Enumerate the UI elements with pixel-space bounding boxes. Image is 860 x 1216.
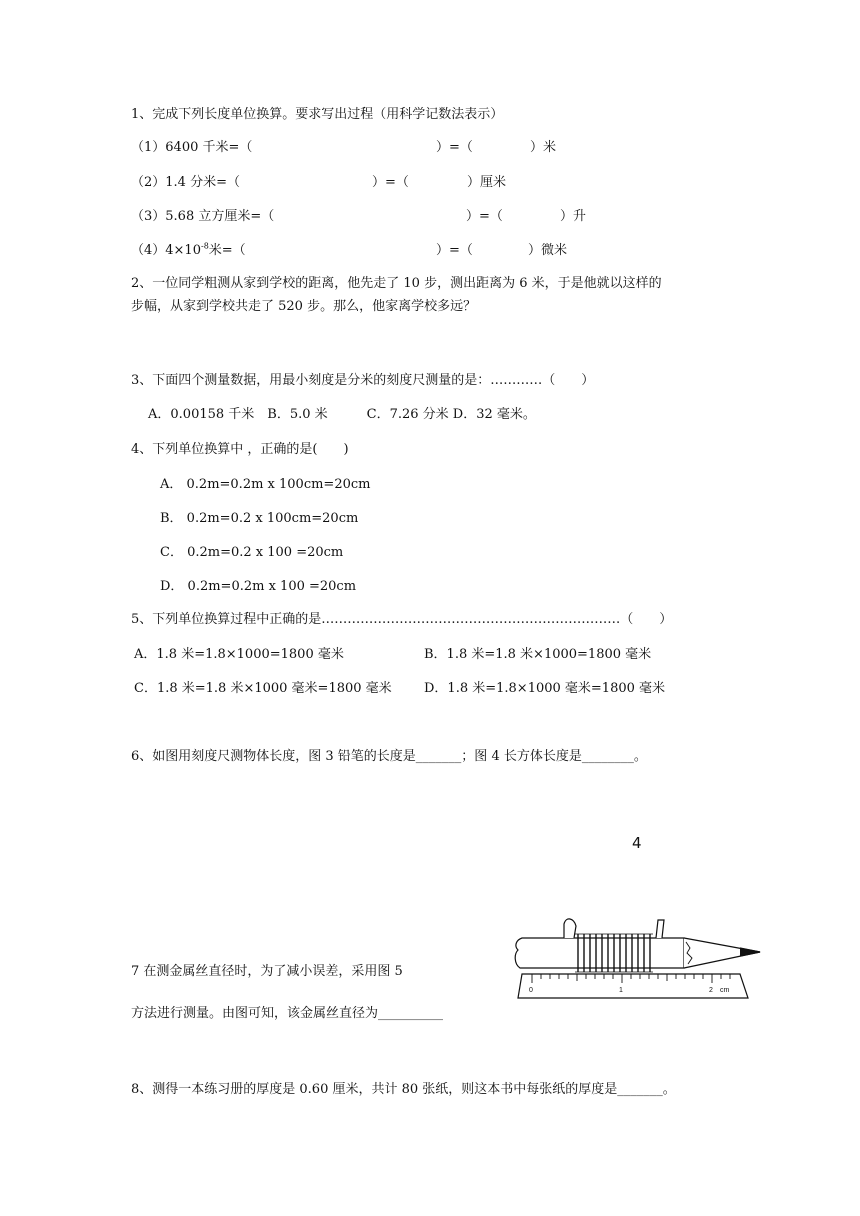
q2-line-2: 步幅，从家到学校共走了 520 步。那么，他家离学校多远？: [131, 299, 477, 314]
q5-stem: 5、下列单位换算过程中正确的是……………………………………………………………（ ）: [131, 612, 673, 627]
q1-item-1-c: ）米: [530, 140, 557, 155]
q5-option-d: D．1.8 米=1.8×1000 毫米=1800 毫米: [424, 681, 666, 696]
q1-item-1-a: （1）6400 千米=（: [131, 140, 253, 155]
q8-text: 8、测得一本练习册的厚度是 0.60 厘米，共计 80 张纸，则这本书中每张纸的厚度是_______。: [131, 1082, 676, 1097]
q4-option-c: C． 0.2m=0.2 x 100 =20cm: [160, 545, 344, 560]
figure-5-wire-on-pencil: [508, 912, 766, 1030]
q4-stem: 4、下列单位换算中 ，正确的是( ): [131, 442, 349, 457]
q7-line-2: 方法进行测量。由图可知，该金属丝直径为__________: [131, 1006, 444, 1021]
q3-options: A．0.00158 千米 B．5.0 米 C．7.26 分米 D．32 毫米。: [148, 407, 536, 422]
q5-option-b: B．1.8 米=1.8 米×1000=1800 毫米: [424, 647, 652, 662]
q3-stem: 3、下面四个测量数据，用最小刻度是分米的刻度尺测量的是：…………（ ）: [131, 373, 595, 388]
q1-item-4-a: $(4)4\times 10^{-8}$米=（: [131, 241, 246, 258]
q4-option-b: B． 0.2m=0.2 x 100cm=20cm: [160, 511, 359, 526]
q7-line-1: 7 在测金属丝直径时，为了减小误差，采用图 5: [131, 964, 403, 979]
q1-item-4-c: ）微米: [528, 243, 568, 258]
q5-option-c: C．1.8 米=1.8 米×1000 毫米=1800 毫米: [134, 681, 392, 696]
ruler-label-0: 0: [529, 987, 533, 994]
q4-option-d: D． 0.2m=0.2m x 100 =20cm: [160, 579, 357, 594]
wire-end-left: [564, 919, 576, 938]
q1-item-3-c: ）升: [560, 209, 587, 224]
q1-item-3-a: （3）5.68 立方厘米=（: [131, 209, 275, 224]
q5-option-a: A．1.8 米=1.8×1000=1800 毫米: [134, 647, 344, 662]
q2-line-1: 2、一位同学粗测从家到学校的距离，他先走了 10 步，测出距离为 6 米，于是他就以这样的: [131, 276, 662, 291]
q6-text: 6、如图用刻度尺测物体长度，图 3 铅笔的长度是_______；图 4 长方体长度是________。: [131, 749, 647, 764]
q1-title: 1、完成下列长度单位换算。要求写出过程（用科学记数法表示）: [131, 107, 504, 122]
q1-item-2-b: ）=（: [372, 175, 409, 190]
wire-end-right: [656, 920, 664, 938]
pencil-body: [515, 938, 684, 968]
pencil-lead: [740, 948, 760, 956]
exponent: -8: [200, 241, 209, 251]
q1-item-1-b: ）=（: [436, 140, 473, 155]
ruler-label-2: 2: [709, 987, 713, 994]
ruler-body: [518, 974, 748, 998]
q1-item-3-b: ）=（: [466, 209, 503, 224]
q1-item-2-a: （2）1.4 分米=（: [131, 175, 240, 190]
q1-item-4-b: ）=（: [436, 243, 473, 258]
q1-item-2-c: ）厘米: [467, 175, 507, 190]
ruler-label-1: 1: [619, 987, 623, 994]
figure-4-label: 4: [632, 834, 642, 852]
q4-option-a: A． 0.2m=0.2m x 100cm=20cm: [160, 477, 371, 492]
ruler-label-unit: cm: [720, 987, 730, 994]
